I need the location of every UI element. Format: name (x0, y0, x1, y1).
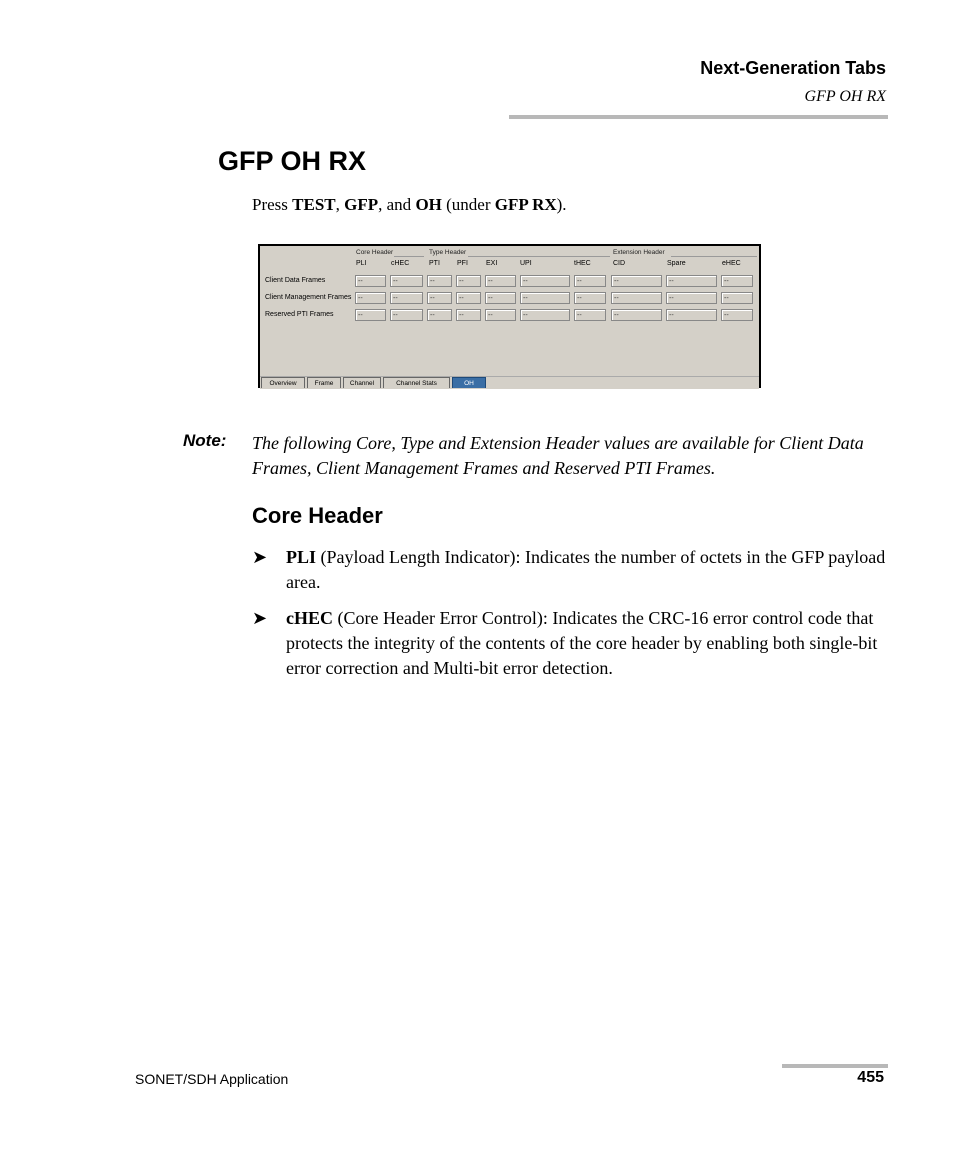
instruction-end: ). (556, 195, 567, 214)
key-test: TEST (292, 195, 336, 214)
value-field: -- (611, 275, 662, 287)
value-field: -- (390, 309, 423, 321)
bullet-description: (Core Header Error Control): Indicates the CRC-16 error control code that protects the integrity of the contents of the core header by enabling both single-bit error correction and Multi-bit error detection. (286, 608, 878, 678)
value-field: -- (485, 292, 516, 304)
footer-rule (782, 1064, 888, 1068)
instruction-text (252, 195, 567, 215)
value-field: -- (574, 292, 606, 304)
value-field: -- (456, 292, 481, 304)
row-reserved-pti-frames: Reserved PTI Frames (265, 311, 334, 318)
key-gfp-rx: GFP RX (494, 195, 557, 214)
value-field: -- (355, 292, 386, 304)
col-upi: UPI (520, 260, 532, 267)
value-field: -- (355, 275, 386, 287)
value-field: -- (427, 292, 452, 304)
col-pfi: PFI (457, 260, 468, 267)
group-type-header: Type Header (429, 249, 467, 256)
bullet-description: (Payload Length Indicator): Indicates the number of octets in the GFP payload area. (286, 547, 886, 592)
value-field: -- (520, 275, 570, 287)
key-gfp: GFP (344, 195, 379, 214)
group-extension-header: Extension Header (613, 249, 665, 256)
row-client-management-frames: Client Management Frames (265, 294, 352, 301)
col-pli: PLI (356, 260, 367, 267)
value-field: -- (520, 309, 570, 321)
value-field: -- (721, 275, 753, 287)
bullet-arrow-icon: ➤ (252, 608, 268, 628)
value-field: -- (666, 309, 717, 321)
col-pti: PTI (429, 260, 440, 267)
bullet-term: PLI (286, 547, 317, 567)
running-header-section: Next-Generation Tabs (700, 58, 886, 78)
col-thec: tHEC (574, 260, 591, 267)
value-field: -- (721, 309, 753, 321)
value-field: -- (574, 309, 606, 321)
value-field: -- (485, 309, 516, 321)
tab-channel[interactable]: Channel (343, 377, 381, 388)
group-core-header: Core Header (356, 249, 394, 256)
bullet-term: cHEC (286, 608, 333, 628)
bullet-text (286, 606, 886, 681)
value-field: -- (520, 292, 570, 304)
value-field: -- (485, 275, 516, 287)
tab-oh[interactable]: OH (452, 377, 486, 388)
bullet-arrow-icon: ➤ (252, 547, 268, 567)
value-field: -- (390, 275, 423, 287)
col-cid: CID (613, 260, 626, 267)
value-field: -- (456, 275, 481, 287)
value-field: -- (427, 309, 452, 321)
bullet-text (286, 545, 886, 595)
instruction-mid: (under (441, 195, 495, 214)
value-field: -- (611, 309, 662, 321)
instruction-sep: , and (378, 195, 416, 214)
value-field: -- (666, 292, 717, 304)
value-field: -- (574, 275, 606, 287)
note-text: The following Core, Type and Extension Header values are available for Client Data Frames, Client Management Frames and Reserved PTI Frames. (252, 433, 864, 478)
col-exi: EXI (486, 260, 498, 267)
key-oh: OH (415, 195, 442, 214)
gfp-oh-rx-screenshot (258, 244, 761, 388)
tab-channel-stats[interactable]: Channel Stats (383, 377, 450, 388)
group-divider (468, 256, 610, 257)
footer-document-title: SONET/SDH Application (135, 1071, 289, 1087)
col-spare: Spare (667, 260, 686, 267)
running-header-subsection: GFP OH RX (804, 88, 886, 105)
instruction-sep: , (335, 195, 345, 214)
tab-frame[interactable]: Frame (307, 377, 341, 388)
instruction-prefix: Press (252, 195, 293, 214)
value-field: -- (721, 292, 753, 304)
value-field: -- (666, 275, 717, 287)
group-divider (671, 256, 757, 257)
col-ehec: eHEC (722, 260, 741, 267)
tab-overview[interactable]: Overview (261, 377, 305, 388)
header-rule (509, 115, 888, 119)
row-client-data-frames: Client Data Frames (265, 277, 326, 284)
page-number: 455 (857, 1069, 884, 1086)
page-title: GFP OH RX (218, 146, 367, 176)
value-field: -- (427, 275, 452, 287)
value-field: -- (355, 309, 386, 321)
value-field: -- (456, 309, 481, 321)
value-field: -- (611, 292, 662, 304)
note-label: Note: (183, 431, 227, 450)
section-heading-core-header: Core Header (252, 503, 383, 528)
value-field: -- (390, 292, 423, 304)
col-chec: cHEC (391, 260, 410, 267)
group-divider (394, 256, 424, 257)
